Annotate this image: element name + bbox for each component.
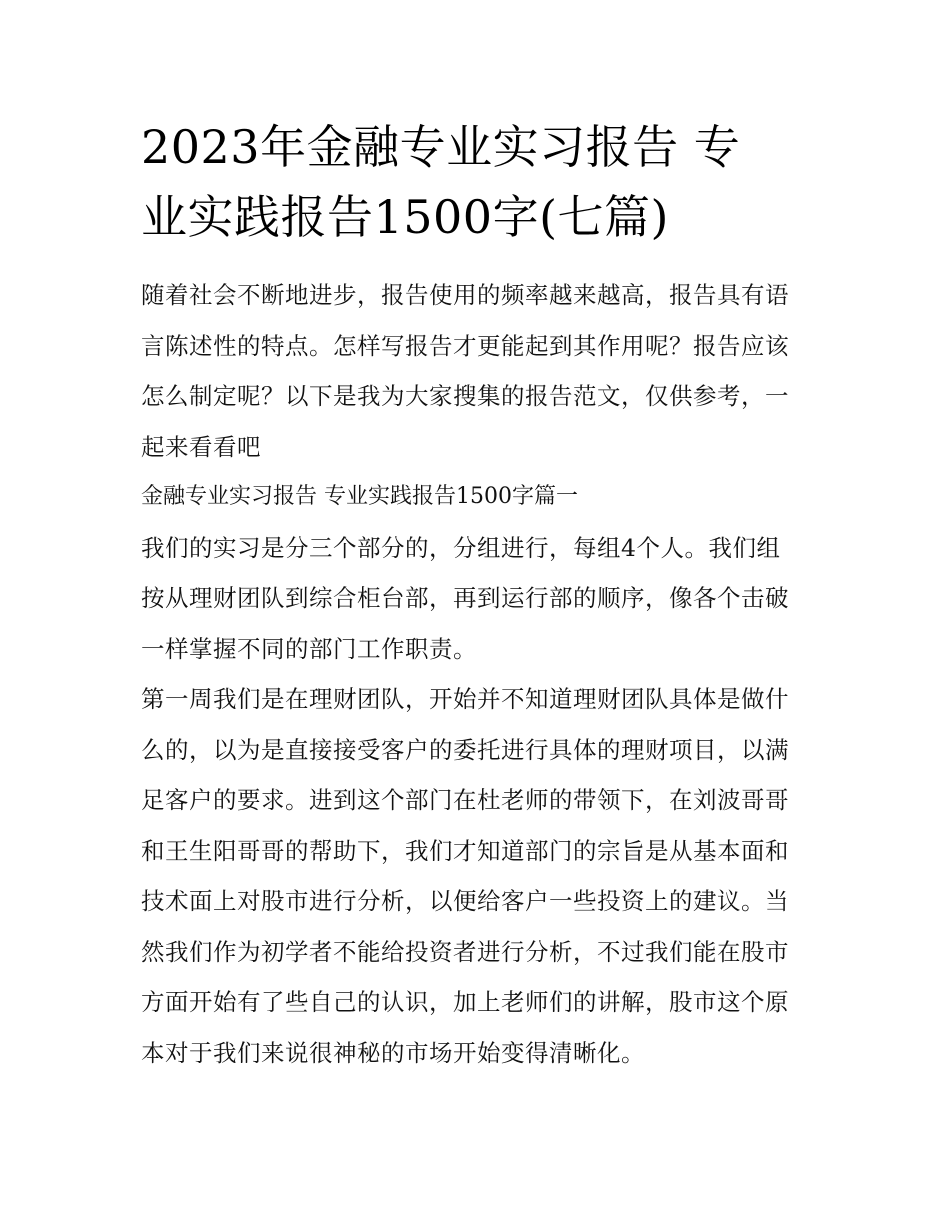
text-line: 方面开始有了些自己的认识，加上老师们的讲解，股市这个原 [141, 988, 789, 1016]
text-line: 第一周我们是在理财团队，开始并不知道理财团队具体是做什 [141, 685, 789, 713]
text-line: 本对于我们来说很神秘的市场开始变得清晰化。 [141, 1038, 645, 1067]
text-line: 怎么制定呢？以下是我为大家搜集的报告范文，仅供参考，一 [141, 382, 789, 410]
document-content [141, 112, 813, 1078]
text-line: 我们的实习是分三个部分的，分组进行，每组4个人。我们组 [141, 533, 781, 562]
text-line: 足客户的要求。进到这个部门在杜老师的带领下，在刘波哥哥 [141, 786, 789, 814]
text-line: 起来看看吧 [141, 432, 261, 461]
title-line: 2023年金融专业实习报告 专 [141, 120, 741, 174]
text-line: 一样掌握不同的部门工作职责。 [141, 634, 477, 663]
text-line: 按从理财团队到综合柜台部，再到运行部的顺序，像各个击破 [141, 584, 789, 612]
body-paragraph [141, 674, 813, 1078]
document-title [141, 112, 813, 252]
document-body [141, 270, 813, 1078]
title-line: 业实践报告1500字(七篇) [141, 190, 669, 244]
text-line: 技术面上对股市进行分析，以便给客户一些投资上的建议。当 [141, 887, 789, 915]
intro-paragraph [141, 270, 813, 472]
text-line: 和王生阳哥哥的帮助下，我们才知道部门的宗旨是从基本面和 [141, 836, 789, 865]
text-line: 然我们作为初学者不能给投资者进行分析，不过我们能在股市 [141, 937, 789, 966]
text-line: 言陈述性的特点。怎样写报告才更能起到其作用呢？报告应该 [141, 331, 789, 360]
section-heading: 金融专业实习报告 专业实践报告1500字篇一 [141, 484, 578, 509]
body-paragraph [141, 523, 813, 675]
text-line: 随着社会不断地进步，报告使用的频率越来越高，报告具有语 [141, 281, 789, 309]
text-line: 么的，以为是直接接受客户的委托进行具体的理财项目，以满 [141, 735, 789, 764]
